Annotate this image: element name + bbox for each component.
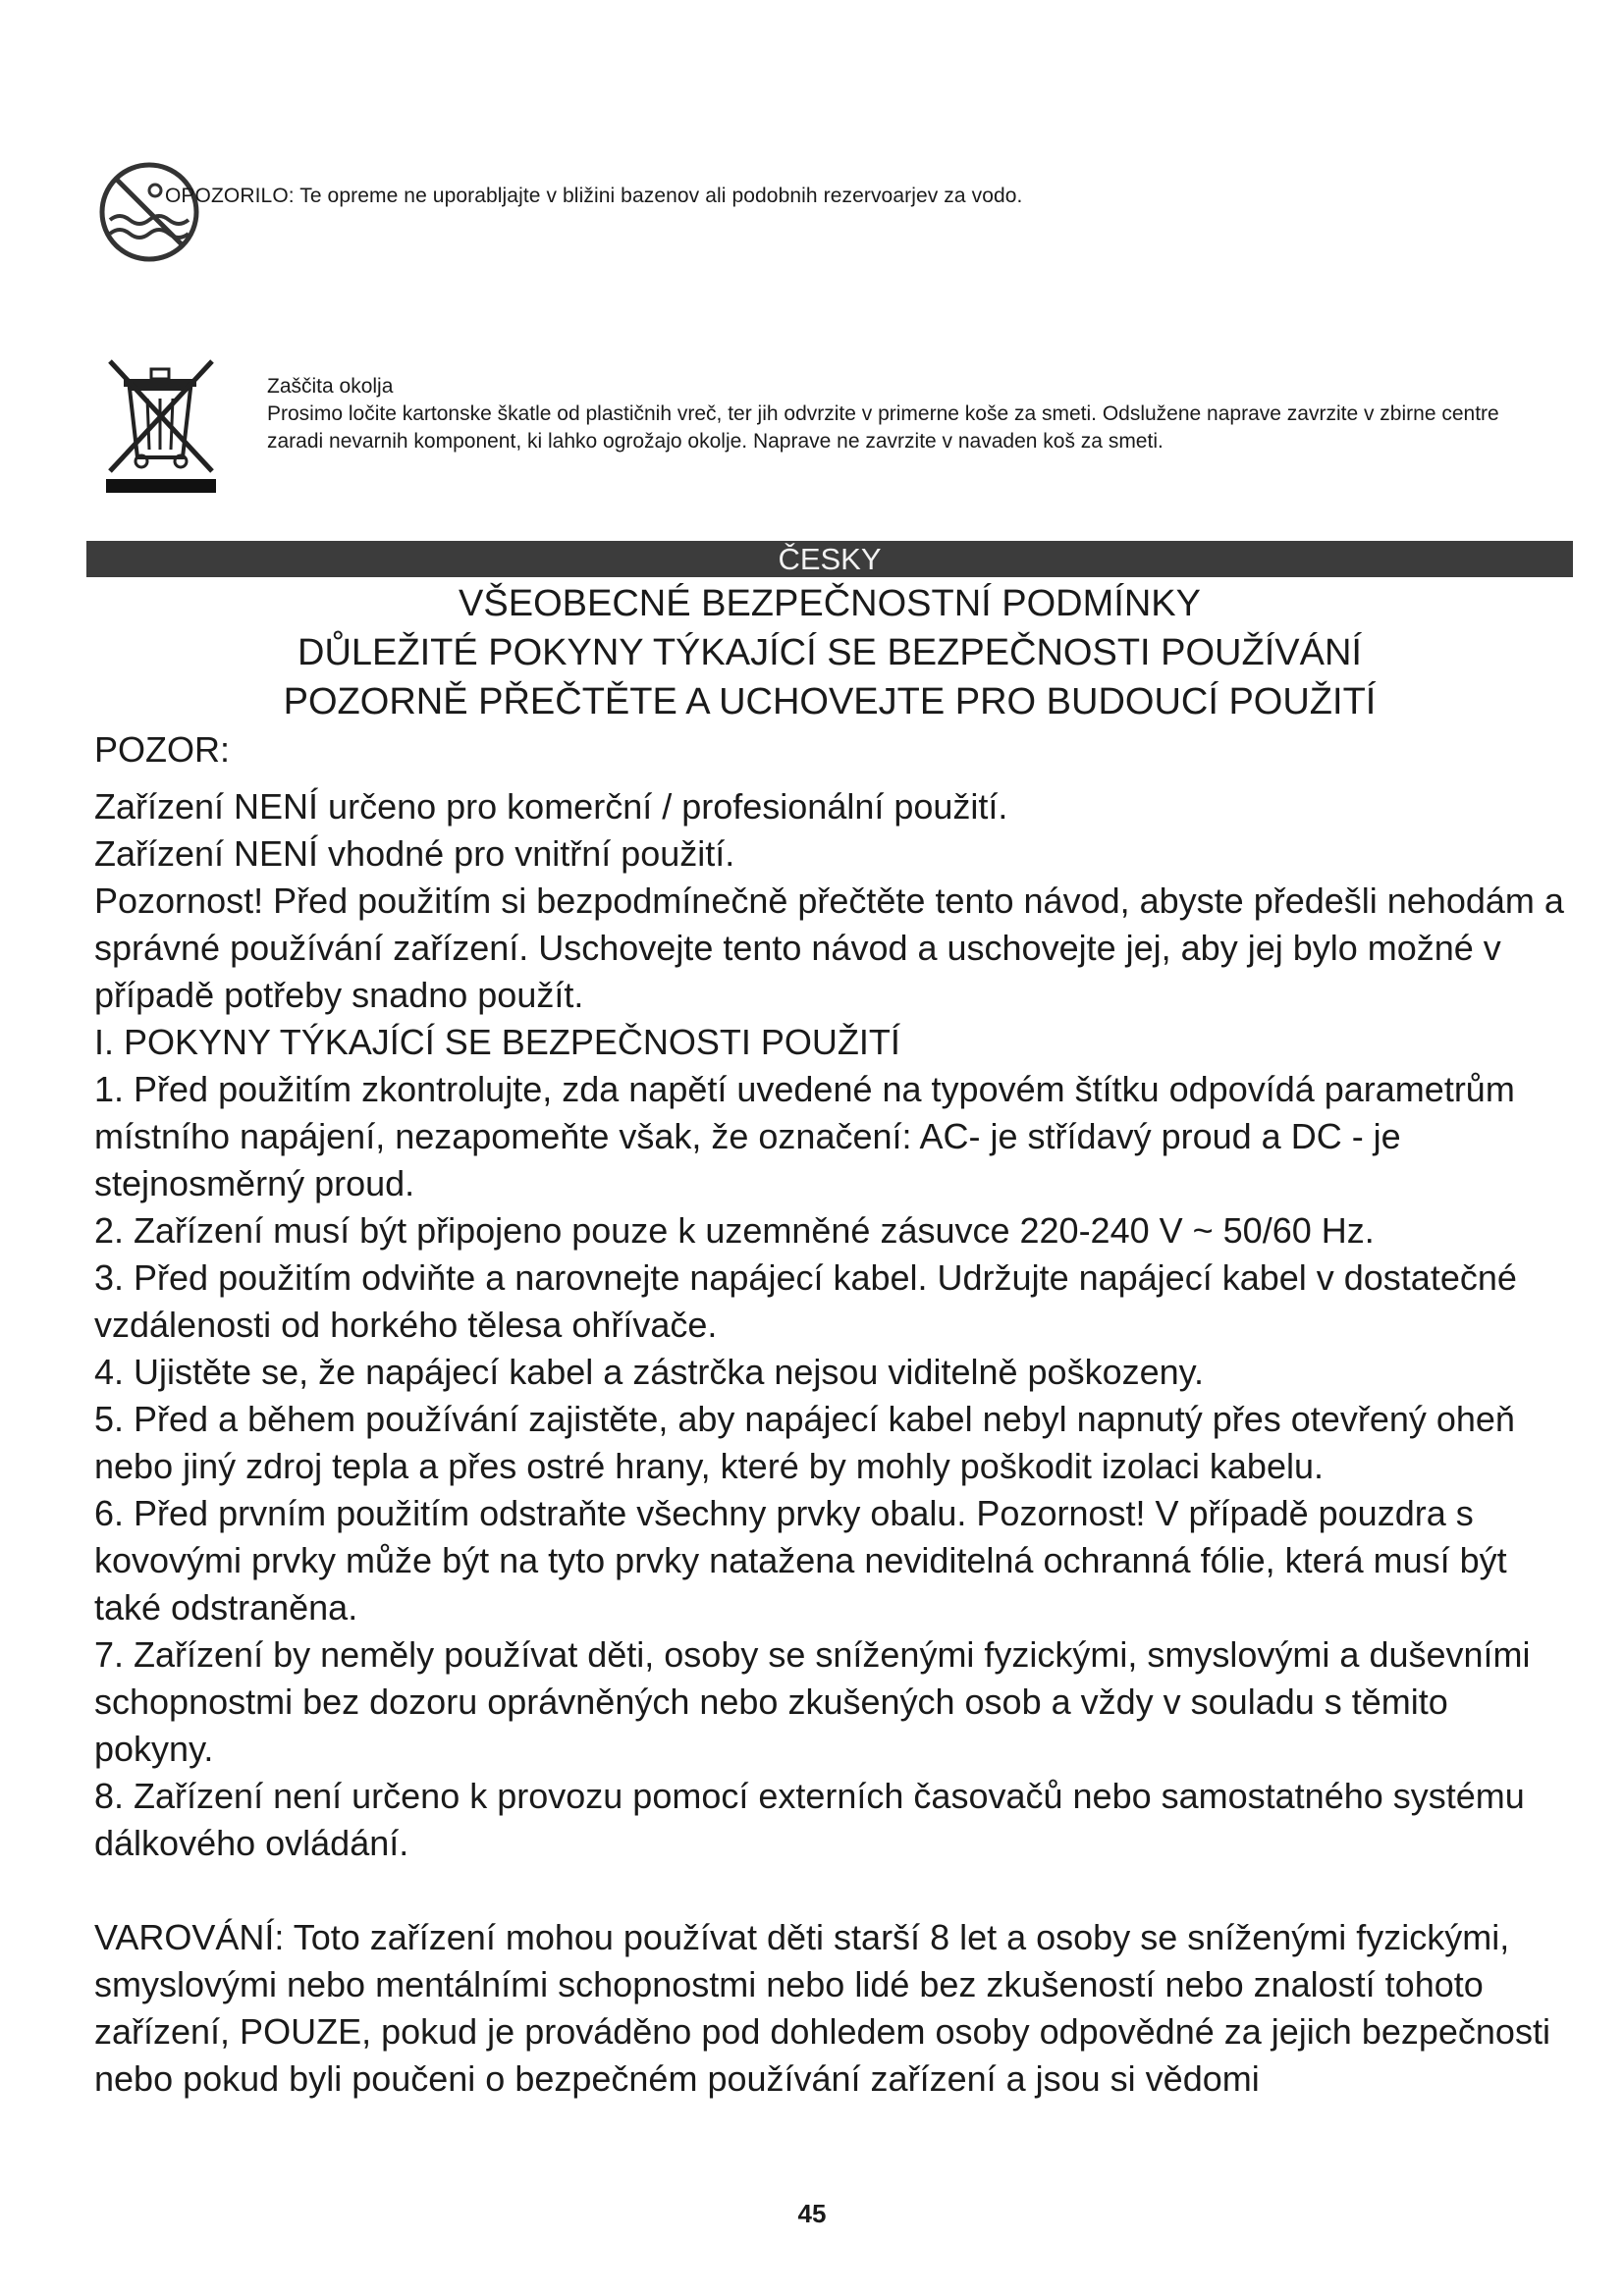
crossed-bin-icon [96, 355, 224, 493]
list-item: 8. Zařízení není určeno k provozu pomocí externích časovačů nebo samostatného systému dálkového ovládání. [94, 1776, 1525, 1863]
list-item: 3. Před použitím odviňte a narovnejte napájecí kabel. Udržujte napájecí kabel v dostatečné vzdálenosti od horkého tělesa ohřívače. [94, 1257, 1517, 1345]
pool-warning [96, 159, 1471, 267]
title-line-3: POZORNĚ PŘEČTĚTE A UCHOVEJTE PRO BUDOUCÍ POUŽITÍ [283, 681, 1377, 722]
title-line-2: DŮLEŽITÉ POKYNY TÝKAJÍCÍ SE BEZPEČNOSTI POUŽÍVÁNÍ [298, 632, 1362, 673]
section-heading: I. POKYNY TÝKAJÍCÍ SE BEZPEČNOSTI POUŽITÍ [94, 1022, 900, 1062]
pozor-heading: POZOR: [94, 729, 231, 770]
title-line-1: VŠEOBECNÉ BEZPEČNOSTNÍ PODMÍNKY [459, 583, 1201, 624]
pool-warning-text: OPOZORILO: Te opreme ne uporabljajte v bližini bazenov ali podobnih rezervoarjev za vodo. [165, 185, 1023, 207]
list-item: 2. Zařízení musí být připojeno pouze k uzemněné zásuvce 220-240 V ~ 50/60 Hz. [94, 1210, 1375, 1251]
environment-body: Prosimo ločite kartonske škatle od plastičnih vreč, ter jih odvrzite v primerne koše za smeti. Odslužene naprave zavrzite v zbirne centre zaradi nevarnih komponent, ki lahko ogrožajo okolje. Naprave ne zavrzite v navaden koš za smeti. [267, 402, 1499, 453]
no-water-icon [96, 159, 214, 267]
spacer [94, 1867, 1577, 1914]
body-paragraph: Zařízení NENÍ určeno pro komerční / profesionální použití. [94, 786, 1008, 827]
language-section-bar [86, 541, 1573, 577]
list-item: 7. Zařízení by neměly používat děti, osoby se sníženými fyzickými, smyslovými a duševními schopnostmi bez dozoru oprávněných nebo zkušených osob a vždy v souladu s těmito pokyny. [94, 1634, 1531, 1769]
environment-text [267, 373, 1543, 455]
list-item: 6. Před prvním použitím odstraňte všechny prvky obalu. Pozornost! V případě pouzdra s kovovými prvky může být na tyto prvky natažena neviditelná ochranná fólie, která musí být také odstraněna. [94, 1493, 1507, 1628]
environment-title: Zaščita okolja [267, 375, 394, 398]
varovani-paragraph: VAROVÁNÍ: Toto zařízení mohou používat děti starší 8 let a osoby se sníženými fyzickými, smyslovými nebo mentálními schopnostmi nebo lidé bez zkušeností nebo znalostí tohoto zařízení, POUZE, pokud je prováděno pod dohledem osoby odpovědné za jejich bezpečnosti nebo pokud byli poučeni o bezpečném používání zařízení a jsou si vědomi [94, 1917, 1550, 2099]
main-text [94, 726, 1577, 2103]
page-number: 45 [797, 2199, 827, 2228]
language-label: ČESKY [778, 542, 882, 576]
list-item: 1. Před použitím zkontrolujte, zda napětí uvedené na typovém štítku odpovídá parametrům místního napájení, nezapomeňte však, že označení: AC- je střídavý proud a DC - je stejnosměrný proud. [94, 1069, 1515, 1203]
body-paragraph: Pozornost! Před použitím si bezpodmínečně přečtěte tento návod, abyste předešli nehodám a správné používání zařízení. Uschovejte tento návod a uschovejte jej, aby jej bylo možné v případě potřeby snadno použít. [94, 881, 1564, 1015]
list-item: 4. Ujistěte se, že napájecí kabel a zástrčka nejsou viditelně poškozeny. [94, 1352, 1204, 1392]
body-paragraph: Zařízení NENÍ vhodné pro vnitřní použití. [94, 833, 735, 874]
title-block [86, 579, 1573, 726]
environment-notice [96, 355, 1540, 493]
list-item: 5. Před a během používání zajistěte, aby napájecí kabel nebyl napnutý přes otevřený oheň nebo jiný zdroj tepla a přes ostré hrany, které by mohly poškodit izolaci kabelu. [94, 1399, 1515, 1486]
